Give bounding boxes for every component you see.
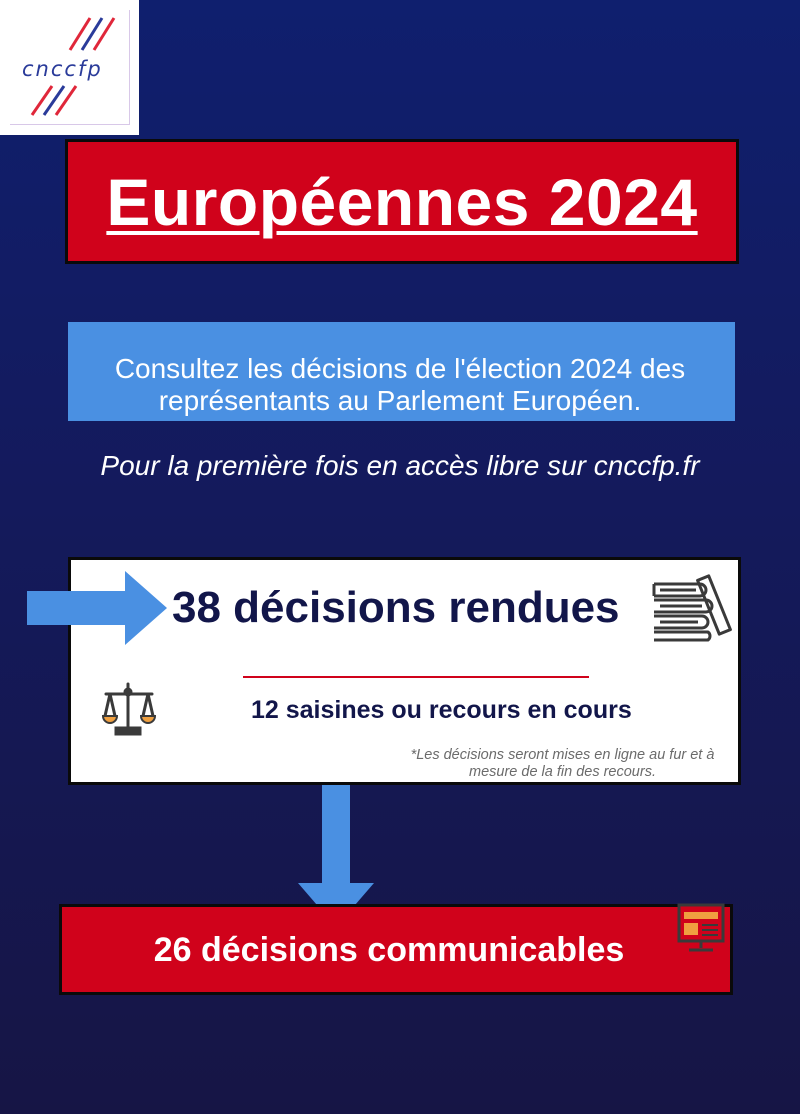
- consult-text: [40, 353, 760, 417]
- footnote-line-2: mesure de la fin des recours.: [469, 764, 656, 780]
- consult-line-2: représentants au Parlement Européen.: [158, 385, 642, 416]
- monitor-icon: [677, 903, 725, 953]
- decisions-count: 38 décisions rendues: [172, 583, 620, 632]
- logo-text: cnccfp: [22, 57, 103, 81]
- communicables-count: 26 décisions communicables: [153, 931, 625, 969]
- open-access-text: Pour la première fois en accès libre sur cnccfp.fr: [100, 450, 700, 481]
- consult-line-1: Consultez les décisions de l'élection 2024 des: [114, 353, 686, 384]
- books-icon: [648, 570, 740, 642]
- divider: [243, 676, 589, 678]
- saisines-count: 12 saisines ou recours en cours: [251, 696, 632, 724]
- footnote: [395, 747, 730, 781]
- scales-icon: [100, 680, 160, 738]
- title-banner: [65, 139, 739, 264]
- page-title: Européennes 2024: [106, 165, 698, 239]
- footnote-line-1: *Les décisions seront mises en ligne au fur et à: [410, 747, 715, 763]
- logo: [0, 0, 139, 135]
- arrow-right-icon: [27, 571, 167, 645]
